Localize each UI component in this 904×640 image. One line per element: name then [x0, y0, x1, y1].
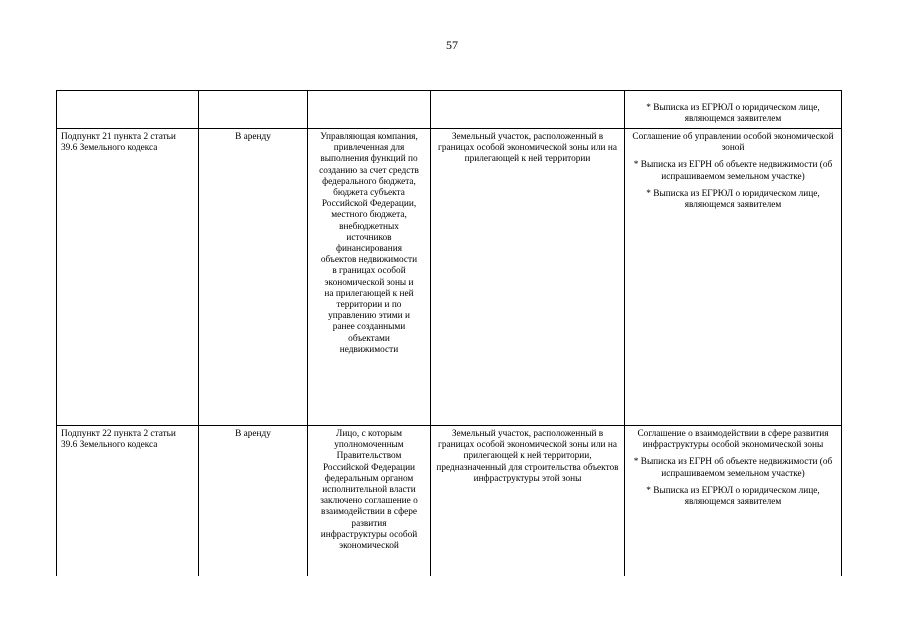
- documents-cell: [625, 426, 842, 576]
- right-type-cell: [199, 91, 308, 129]
- land-plot-cell: Земельный участок, расположенный в границах особой экономической зоны или на прилегающей к ней территории: [431, 129, 625, 426]
- basis-cell: Подпункт 21 пункта 2 статьи 39.6 Земельного кодекса: [57, 129, 199, 426]
- basis-cell: Подпункт 22 пункта 2 статьи 39.6 Земельного кодекса: [57, 426, 199, 576]
- document-item: * Выписка из ЕГРЮЛ о юридическом лице, являющемся заявителем: [646, 188, 820, 211]
- table-row: [57, 129, 842, 426]
- land-plot-cell: Земельный участок, расположенный в границах особой экономической зоны или на прилегающей к ней территории, предназначенный для строительства объектов инфраструктуры этой зоны: [431, 426, 625, 576]
- table-row: [57, 91, 842, 129]
- right-type-cell: В аренду: [199, 426, 308, 576]
- right-type-cell: В аренду: [199, 129, 308, 426]
- documents-table: [56, 90, 842, 576]
- applicant-cell: [308, 426, 431, 576]
- applicant-text: Управляющая компания, привлеченная для выполнения функций по созданию за счет средств федерального бюджета, бюджета субъекта Российской Федерации, местного бюджета, внебюджетных источников финансирования объектов недвижимости в границах особой экономической зоны и на прилегающей к ней территории и по управлению этими и ранее созданными объектами недвижимости: [319, 132, 419, 355]
- applicant-text: Лицо, с которым уполномоченным Правительством Российской Федерации федеральным органом исполнительной власти заключено соглашение о взаимодействии в сфере развития инфраструктуры особой экономической: [320, 429, 418, 552]
- document-item: * Выписка из ЕГРЮЛ о юридическом лице, являющемся заявителем: [646, 102, 820, 124]
- document-item: Соглашение об управлении особой экономической зоной: [632, 132, 834, 154]
- documents-cell: [625, 91, 842, 129]
- applicant-cell: [308, 91, 431, 129]
- basis-cell: [57, 91, 199, 129]
- document-item: * Выписка из ЕГРН об объекте недвижимости (об испрашиваемом земельном участке): [633, 457, 833, 479]
- document-item: * Выписка из ЕГРЮЛ о юридическом лице, являющемся заявителем: [646, 485, 820, 508]
- document-item: Соглашение о взаимодействии в сфере развития инфраструктуры особой экономической зоны: [637, 429, 829, 451]
- applicant-cell: [308, 129, 431, 426]
- land-plot-cell: [431, 91, 625, 129]
- document-item: * Выписка из ЕГРН об объекте недвижимости (об испрашиваемом земельном участке): [633, 160, 833, 182]
- documents-cell: [625, 129, 842, 426]
- table-row: [57, 426, 842, 576]
- page-number: 57: [446, 38, 458, 52]
